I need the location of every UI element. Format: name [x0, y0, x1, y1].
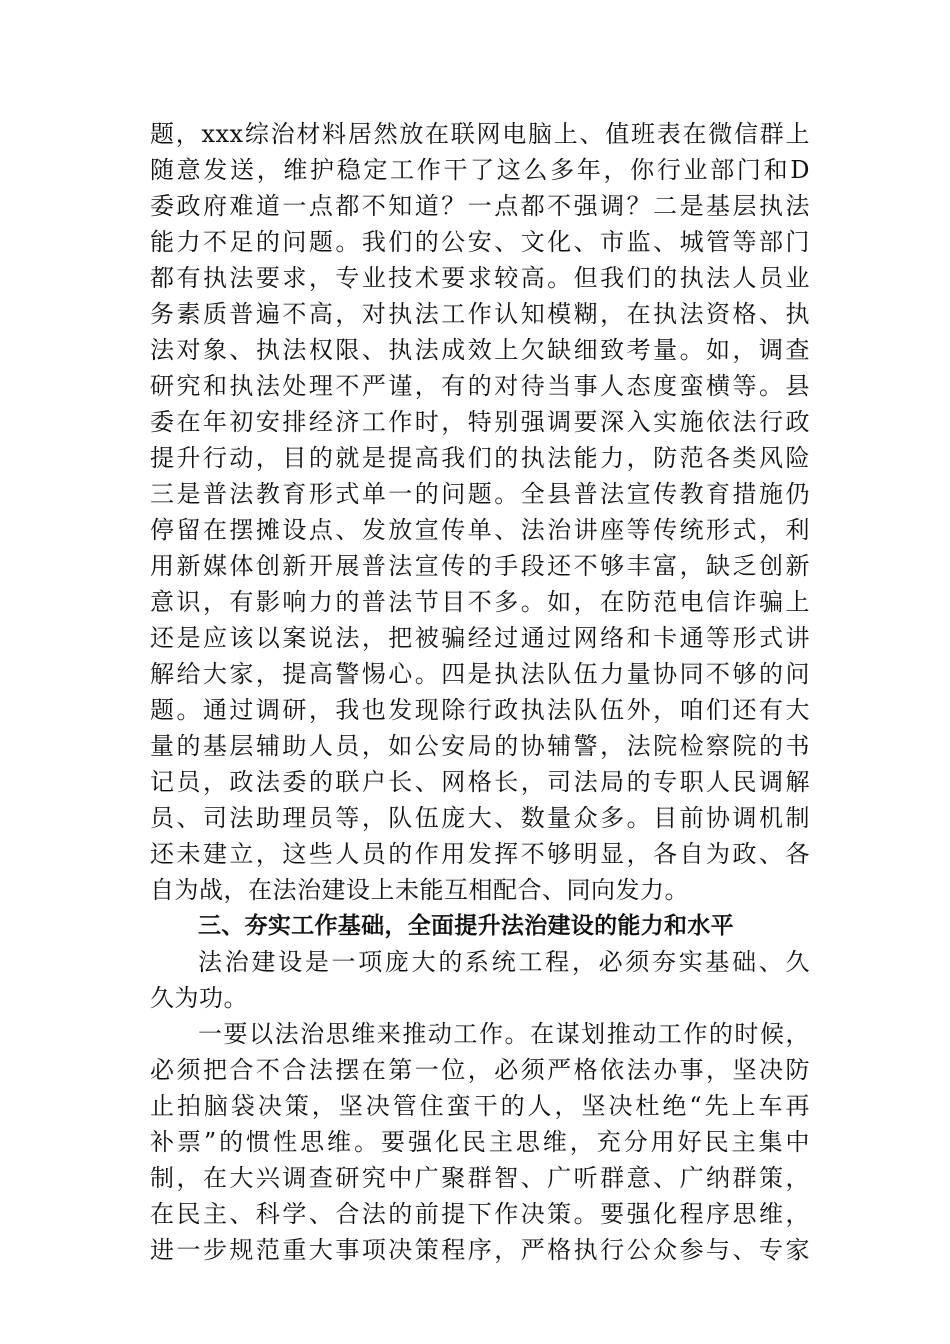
text-line: 一要以法治思维来推动工作。在谋划推动工作的时候，	[198, 1020, 810, 1048]
text-line: 意识，有影响力的普法节目不多。如，在防范电信诈骗上	[150, 588, 810, 616]
text-line: 提升行动，目的就是提高我们的执法能力，防范各类风险	[150, 444, 810, 472]
text-line: 委在年初安排经济工作时，特别强调要深入实施依法行政	[150, 408, 810, 436]
text-line: 还是应该以案说法，把被骗经过通过网络和卡通等形式讲	[150, 624, 810, 652]
section-heading: 三、夯实工作基础，全面提升法治建设的能力和水平	[198, 913, 734, 939]
body-text	[150, 116, 810, 1268]
text-line: 自为战，在法治建设上未能互相配合、同向发力。	[150, 876, 689, 904]
text-line: 用新媒体创新开展普法宣传的手段还不够丰富，缺乏创新	[150, 552, 810, 580]
text-line: 解给大家，提高警惕心。四是执法队伍力量协同不够的问	[150, 660, 810, 688]
text-line: 务素质普遍不高，对执法工作认知模糊，在执法资格、执	[150, 300, 810, 328]
text-line: 补票”的惯性思维。要强化民主思维，充分用好民主集中	[150, 1128, 810, 1156]
text-line: 三是普法教育形式单一的问题。全县普法宣传教育措施仍	[150, 480, 810, 508]
text-line: 必须把合不合法摆在第一位，必须严格依法办事，坚决防	[150, 1056, 810, 1084]
text-line: 都有执法要求，专业技术要求较高。但我们的执法人员业	[150, 264, 810, 292]
text-line: 能力不足的问题。我们的公安、文化、市监、城管等部门	[150, 228, 810, 256]
text-line: 员、司法助理员等，队伍庞大、数量众多。目前协调机制	[150, 804, 810, 832]
text-line: 法治建设是一项庞大的系统工程，必须夯实基础、久	[198, 948, 810, 976]
text-line: 制，在大兴调查研究中广聚群智、广听群意、广纳群策，	[150, 1164, 810, 1192]
text-line: 止拍脑袋决策，坚决管住蛮干的人，坚决杜绝“先上车再	[150, 1092, 810, 1120]
text-line: 研究和执法处理不严谨，有的对待当事人态度蛮横等。县	[150, 372, 810, 400]
text-line: 委政府难道一点都不知道？一点都不强调？二是基层执法	[150, 192, 810, 220]
text-line: 进一步规范重大事项决策程序，严格执行公众参与、专家	[150, 1236, 810, 1264]
text-line: 量的基层辅助人员，如公安局的协辅警，法院检察院的书	[150, 732, 810, 760]
text-line: 题。通过调研，我也发现除行政执法队伍外，咱们还有大	[150, 696, 810, 724]
text-line: 久为功。	[150, 984, 248, 1012]
text-line: 在民主、科学、合法的前提下作决策。要强化程序思维，	[150, 1200, 810, 1228]
text-line: 题，xxx综治材料居然放在联网电脑上、值班表在微信群上	[150, 120, 810, 148]
text-line: 记员，政法委的联户长、网格长，司法局的专职人民调解	[150, 768, 810, 796]
text-line: 还未建立，这些人员的作用发挥不够明显，各自为政、各	[150, 840, 810, 868]
text-line: 法对象、执法权限、执法成效上欠缺细致考量。如，调查	[150, 336, 810, 364]
text-line: 停留在摆摊设点、发放宣传单、法治讲座等传统形式，利	[150, 516, 810, 544]
text-line: 随意发送，维护稳定工作干了这么多年，你行业部门和D	[150, 156, 810, 184]
